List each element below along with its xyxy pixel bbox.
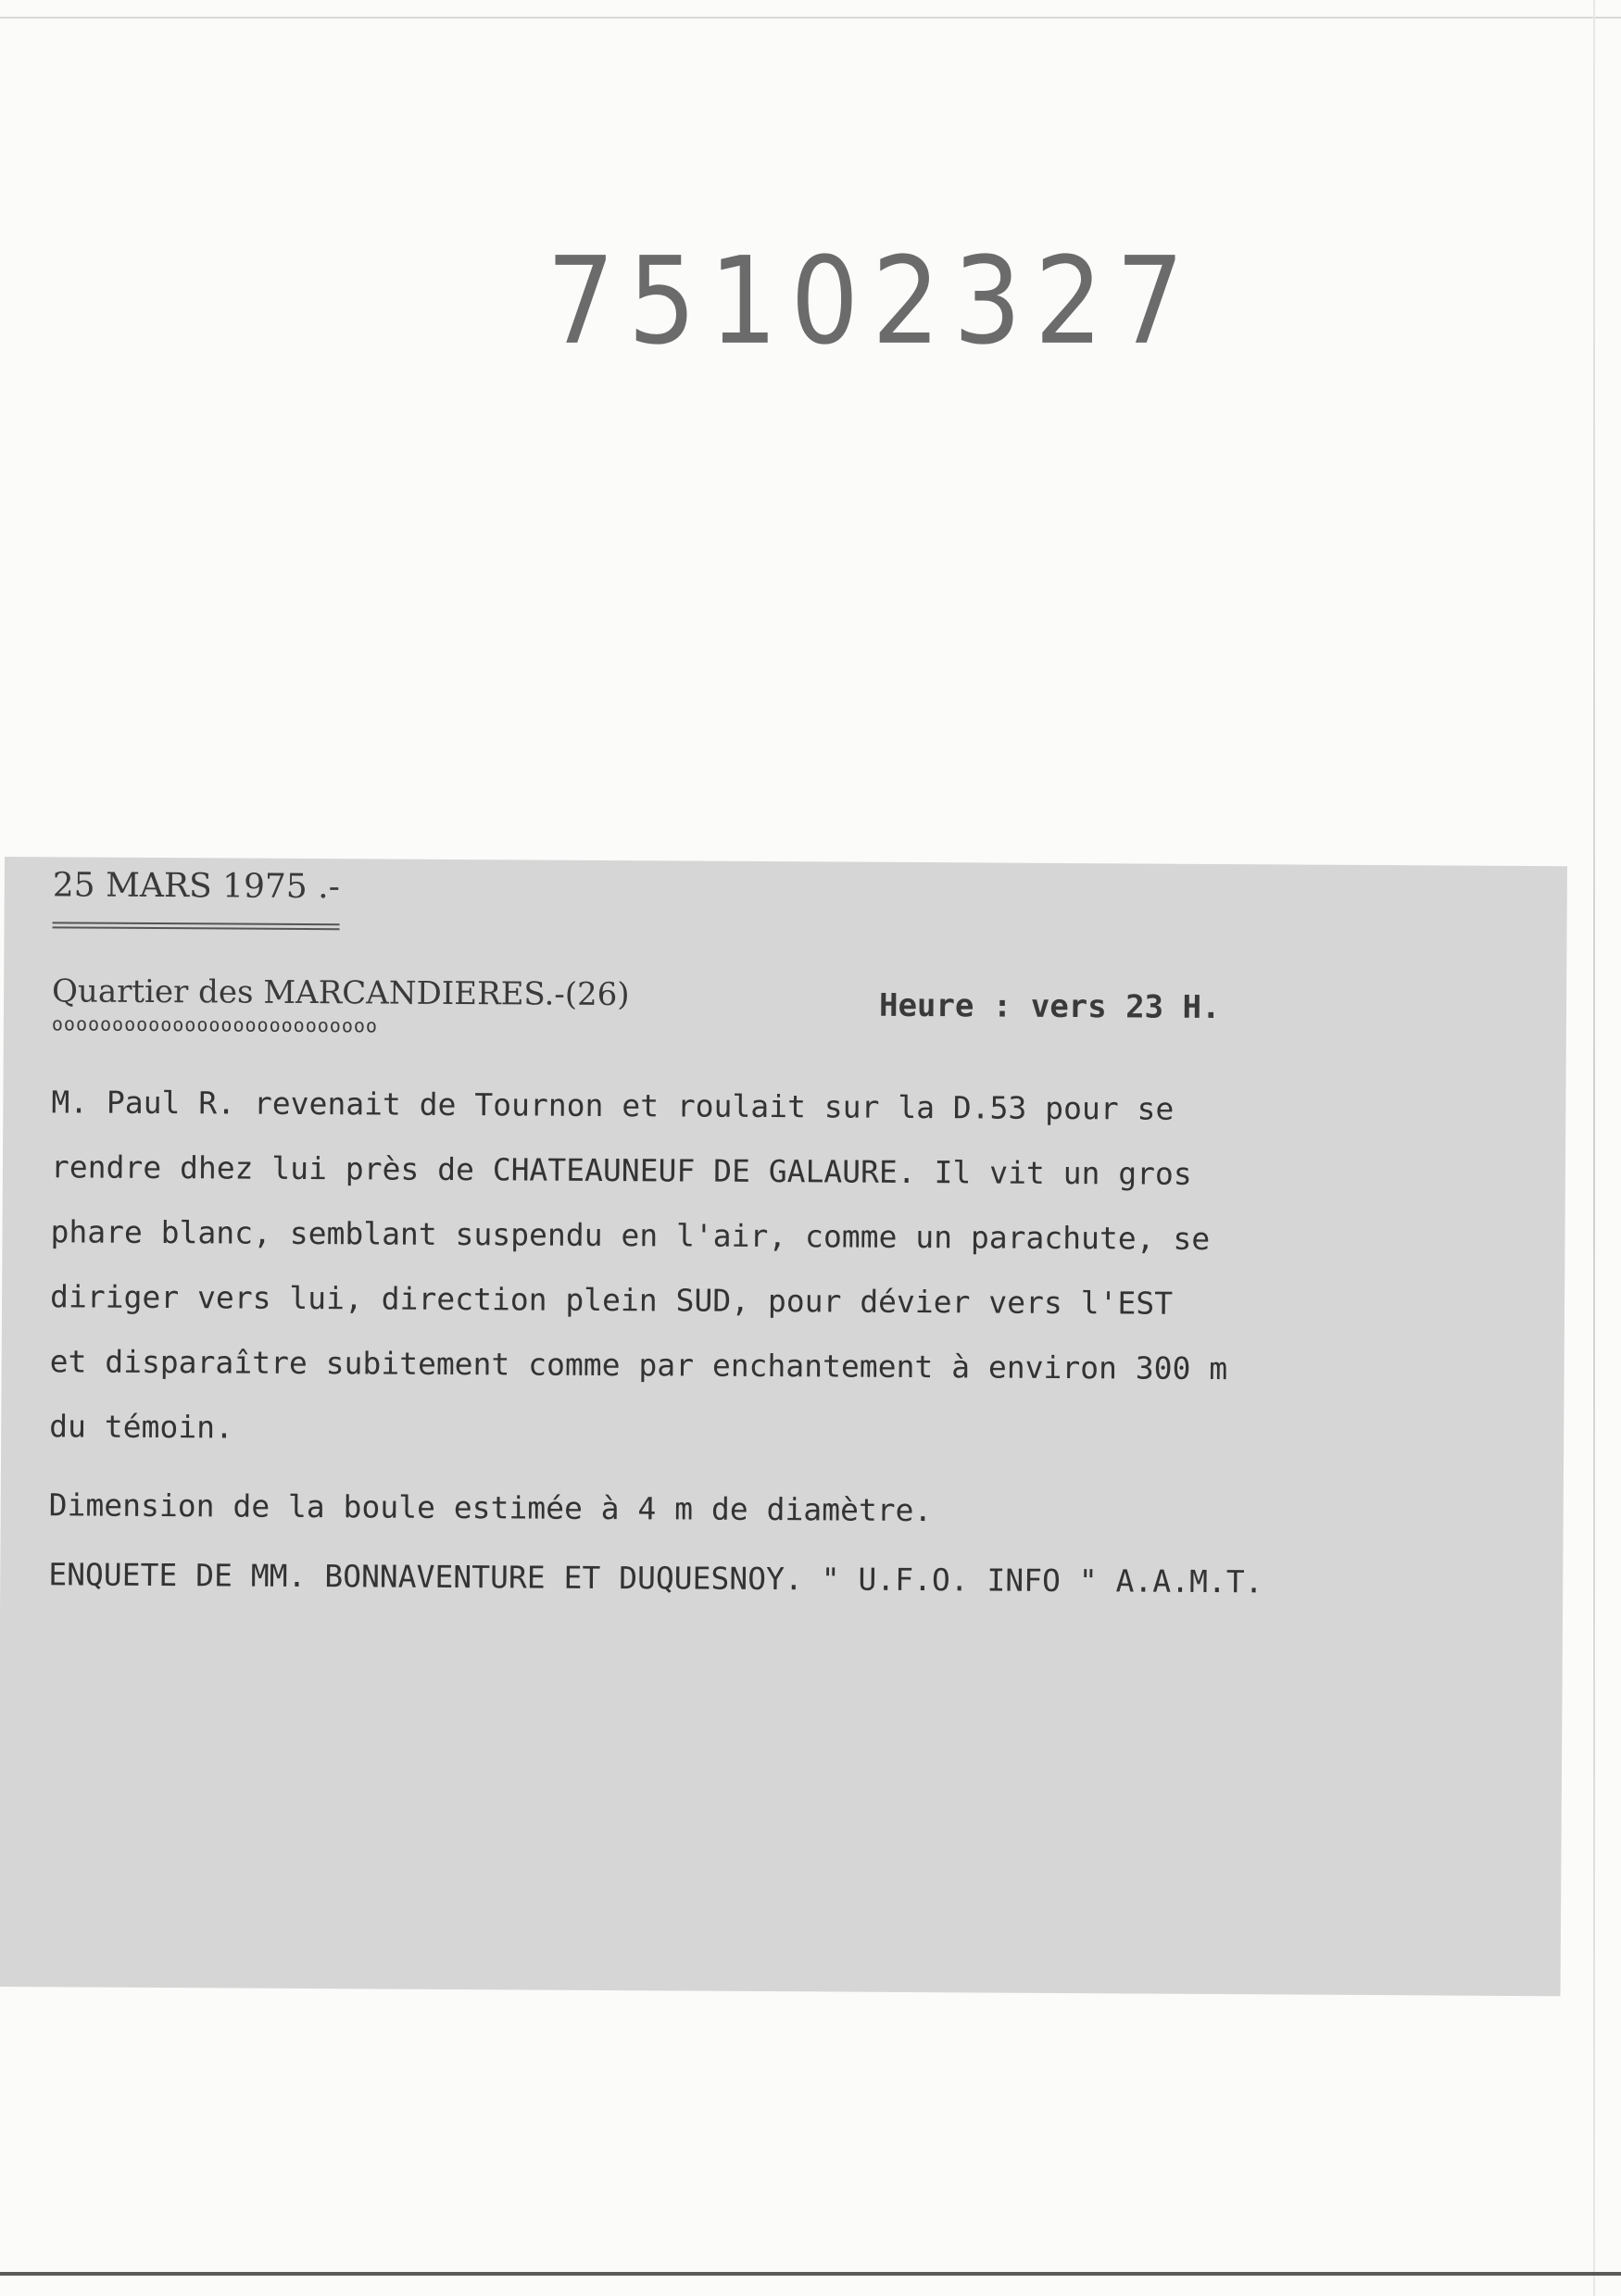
- body-line: diriger vers lui, direction plein SUD, pour dévier vers l'EST: [49, 1278, 1174, 1322]
- date-underline: [53, 922, 340, 930]
- page-top-edge: [0, 17, 1621, 19]
- page-right-edge: [1593, 0, 1595, 2296]
- report-card: [0, 857, 1567, 1996]
- report-time: Heure : vers 23 H.: [878, 986, 1221, 1027]
- body-line: phare blanc, semblant suspendu en l'air, comme un parachute, se: [50, 1213, 1211, 1257]
- report-date: 25 MARS 1975 .-: [52, 866, 340, 907]
- body-line: et disparaître subitement comme par enchantement à environ 300 m: [49, 1343, 1228, 1387]
- dimension-line: Dimension de la boule estimée à 4 m de diamètre.: [48, 1487, 933, 1529]
- report-location: Quartier des MARCANDIERES.-(26): [51, 972, 630, 1014]
- body-line: rendre dhez lui près de CHATEAUNEUF DE GALAURE. Il vit un gros: [50, 1148, 1192, 1192]
- source-line: ENQUETE DE MM. BONNAVENTURE ET DUQUESNOY. " U.F.O. INFO " A.A.M.T.: [48, 1556, 1263, 1600]
- location-underline: ooooooooooooooooooooooooooo: [51, 1012, 379, 1037]
- page-bottom-edge: [0, 2272, 1621, 2276]
- body-line: M. Paul R. revenait de Tournon et roulait sur la D.53 pour se: [51, 1084, 1175, 1127]
- archive-stamp-number: 75102327: [547, 232, 1198, 372]
- body-line: du témoin.: [49, 1408, 234, 1446]
